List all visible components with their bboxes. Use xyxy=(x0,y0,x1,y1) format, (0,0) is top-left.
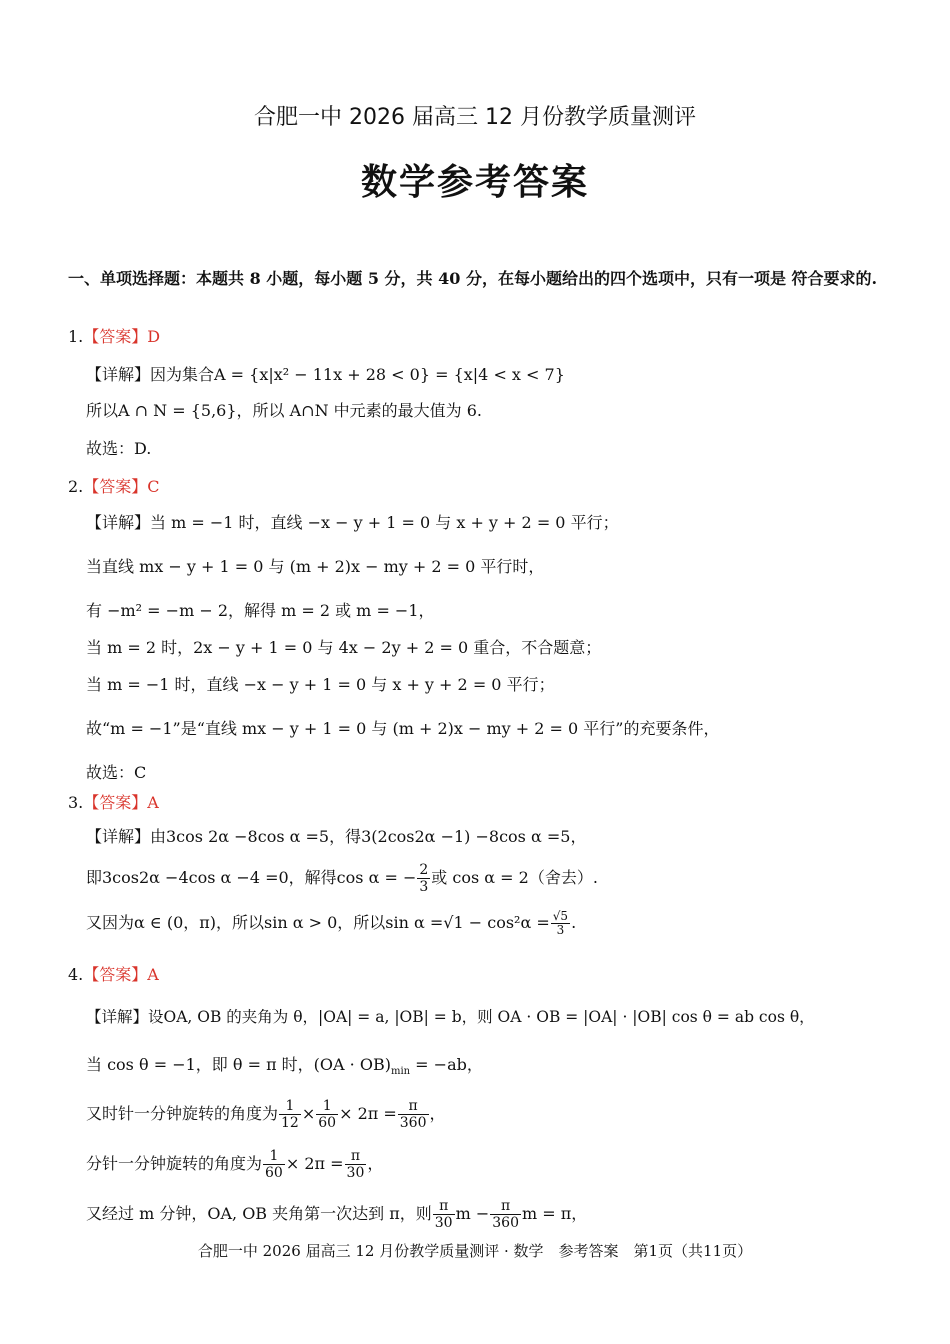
q3-answer-label: 【答案】A xyxy=(83,793,159,812)
q4-answer xyxy=(68,964,159,986)
q1-line-2: 所以A ∩ N = {5,6}，所以 A∩N 中元素的最大值为 6. xyxy=(86,401,483,420)
q4-line-1: 【详解】设OA, OB 的夹角为 θ，|OA| = a, |OB| = b，则 OA · OB = |OA| · |OB| cos θ = ab cos θ， xyxy=(86,1008,815,1026)
q4-frac-7 xyxy=(490,1198,521,1231)
q3-number: 3. xyxy=(68,793,84,812)
q3-line-2-text-b: 或 cos α = 2（舍去）. xyxy=(431,868,598,887)
q2-line-6: 故“m = −1”是“直线 mx − y + 1 = 0 与 (m + 2)x − my + 2 = 0 平行”的充要条件， xyxy=(86,719,720,738)
q2-answer xyxy=(68,476,160,498)
q2-number: 2. xyxy=(68,477,84,496)
q4-frac-6 xyxy=(433,1198,455,1231)
q1-answer xyxy=(68,326,160,348)
q4-frac-3-num: π xyxy=(398,1098,429,1115)
q4-line-3-text-c: ， xyxy=(429,1104,446,1123)
q4-line-3-text-b: × 2π = xyxy=(339,1104,397,1123)
q3-fraction-den: 3 xyxy=(419,879,429,895)
q3-fraction xyxy=(417,862,430,895)
q4-frac-4-num: 1 xyxy=(263,1148,285,1165)
q1-line-1: 【详解】因为集合A = {x|x² − 11x + 28 < 0} = {x|4 < x < 7} xyxy=(86,365,565,384)
q4-frac-1 xyxy=(279,1098,301,1131)
q4-line-5 xyxy=(86,1198,587,1231)
q4-frac-4-den: 60 xyxy=(265,1165,283,1181)
exam-header: 合肥一中 2026 届高三 12 月份教学质量测评 xyxy=(254,105,696,130)
q4-frac-5-den: 30 xyxy=(346,1165,365,1181)
q1-line-3: 故选：D. xyxy=(86,439,152,458)
q4-line-4-text-a: 分针一分钟旋转的角度为 xyxy=(86,1154,263,1173)
q2-line-1: 【详解】当 m = −1 时，直线 −x − y + 1 = 0 与 x + y + 2 = 0 平行； xyxy=(86,513,619,532)
q3-line-3-text-b: . xyxy=(571,913,577,932)
q2-line-4: 当 m = 2 时，2x − y + 1 = 0 与 4x − 2y + 2 = 0 重合，不合题意； xyxy=(86,638,602,657)
q4-frac-5 xyxy=(345,1148,367,1181)
page-footer: 合肥一中 2026 届高三 12 月份教学质量测评 · 数学 参考答案 第1页（共11页） xyxy=(197,1242,753,1260)
q4-number: 4. xyxy=(68,965,84,984)
q2-line-3: 有 −m² = −m − 2，解得 m = 2 或 m = −1， xyxy=(86,601,435,620)
q2-answer-label: 【答案】C xyxy=(83,477,160,496)
q3-line-3 xyxy=(86,910,576,937)
q4-line-5-text-c: m = π， xyxy=(522,1204,588,1223)
q4-line-5-text-b: m − xyxy=(455,1204,490,1223)
q4-frac-6-den: 30 xyxy=(434,1215,453,1231)
q3-line-1: 【详解】由3cos 2α −8cos α =5，得3(2cos2α −1) −8cos α =5， xyxy=(86,827,587,846)
q4-frac-2-num: 1 xyxy=(316,1098,338,1115)
q4-frac-1-den: 12 xyxy=(281,1115,299,1131)
q3-answer xyxy=(68,792,159,814)
q4-line-4-text-b: × 2π = xyxy=(285,1154,344,1173)
q4-line-2 xyxy=(86,1054,483,1083)
q4-frac-1-num: 1 xyxy=(279,1098,301,1115)
q3-sqrt-num: √5 xyxy=(552,909,569,923)
q4-answer-label: 【答案】A xyxy=(83,965,159,984)
q3-line-2 xyxy=(86,862,598,895)
q4-frac-7-num: π xyxy=(490,1198,521,1215)
q1-answer-label: 【答案】D xyxy=(83,327,161,346)
q4-line-2-text-a: 当 cos θ = −1，即 θ = π 时，(OA · OB) xyxy=(86,1055,391,1074)
q4-line-2-text-b: = −ab， xyxy=(410,1055,483,1074)
q2-line-2: 当直线 mx − y + 1 = 0 与 (m + 2)x − my + 2 = 0 平行时， xyxy=(86,557,545,576)
q2-line-7: 故选：C xyxy=(86,763,147,782)
q1-number: 1. xyxy=(68,327,84,346)
q2-line-5: 当 m = −1 时，直线 −x − y + 1 = 0 与 x + y + 2 = 0 平行； xyxy=(86,675,555,694)
q4-min-subscript: min xyxy=(390,1066,411,1078)
q4-line-4 xyxy=(86,1148,383,1181)
q4-frac-3-den: 360 xyxy=(399,1115,427,1131)
q4-line-3-text-a: 又时针一分钟旋转的角度为 xyxy=(86,1104,279,1123)
q4-frac-4 xyxy=(263,1148,285,1181)
q4-frac-2 xyxy=(316,1098,338,1131)
q3-sqrt-den: 3 xyxy=(556,923,565,937)
q3-fraction-num: 2 xyxy=(419,862,429,878)
q4-line-4-text-c: ， xyxy=(367,1154,384,1173)
q4-frac-5-num: π xyxy=(345,1148,367,1165)
q4-line-5-text-a: 又经过 m 分钟，OA, OB 夹角第一次达到 π，则 xyxy=(86,1204,432,1223)
q4-frac-2-den: 60 xyxy=(318,1115,337,1131)
q3-sqrt-fraction xyxy=(551,910,570,937)
q4-line-3: 又时针一分钟旋转的角度为 $\frac{1}{12}$ × $\frac{1}{60}$ × 2π = $\frac{\pi}{360}$ ， xyxy=(86,1098,446,1131)
q3-line-2-text-a: 即3cos2α −4cos α −4 =0，解得cos α = − xyxy=(86,868,417,887)
q4-frac-3 xyxy=(398,1098,429,1131)
q4-frac-6-num: π xyxy=(433,1198,455,1215)
section-heading: 一、单项选择题：本题共 8 小题，每小题 5 分，共 40 分，在每小题给出的四个选项中，只有一项是 符合要求的. xyxy=(68,269,878,288)
q3-line-3-text-a: 又因为α ∈ (0，π)，所以sin α > 0，所以sin α =√1 − cos²α = xyxy=(86,913,550,932)
page-title: 数学参考答案 xyxy=(360,161,589,203)
q4-frac-7-den: 360 xyxy=(492,1215,519,1231)
